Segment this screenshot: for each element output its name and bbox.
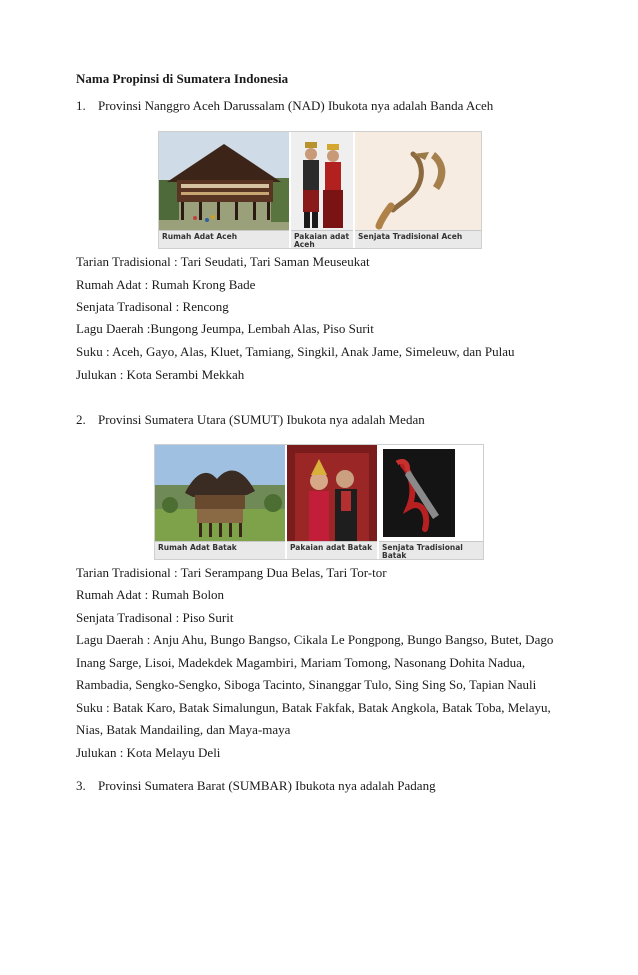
aceh-figure	[158, 131, 482, 249]
section-2-number: 2.	[76, 412, 86, 427]
section-2-line: Nias, Batak Mandailing, dan Maya-maya	[76, 722, 291, 737]
section-3-heading	[76, 778, 436, 794]
pakaian-adat-batak-caption: Pakaian adat Batak	[287, 541, 377, 559]
section-2-line: Inang Sarge, Lisoi, Madekdek Magambiri, Mariam Tomong, Nasonang Dohita Nadua,	[76, 655, 526, 670]
pakaian-adat-aceh-caption: Pakaian adat Aceh	[291, 230, 353, 248]
section-2-line: Suku : Batak Karo, Batak Simalungun, Batak Fakfak, Batak Angkola, Batak Toba, Melayu,	[76, 700, 551, 715]
senjata-aceh-caption: Senjata Tradisional Aceh	[355, 230, 481, 248]
section-1-line: Tarian Tradisional : Tari Seudati, Tari Saman Meuseukat	[76, 254, 370, 269]
section-2-line: Lagu Daerah : Anju Ahu, Bungo Bangso, Cikala Le Pongpong, Bungo Bangso, Butet, Dago	[76, 632, 554, 647]
section-1-heading	[76, 98, 493, 114]
section-1-title: Provinsi Nanggro Aceh Darussalam (NAD) Ibukota nya adalah Banda Aceh	[98, 98, 494, 113]
rumah-adat-batak-caption: Rumah Adat Batak	[155, 541, 285, 559]
senjata-batak-caption: Senjata Tradisional Batak	[379, 541, 483, 559]
batak-figure	[154, 444, 484, 560]
pakaian-adat-aceh-image	[291, 132, 353, 248]
section-2-line: Julukan : Kota Melayu Deli	[76, 745, 221, 760]
section-2-line: Senjata Tradisonal : Piso Surit	[76, 610, 234, 625]
rumah-adat-aceh-caption: Rumah Adat Aceh	[159, 230, 289, 248]
section-2-title: Provinsi Sumatera Utara (SUMUT) Ibukota nya adalah Medan	[98, 412, 425, 427]
senjata-batak-image	[379, 445, 483, 559]
section-2-line: Rumah Adat : Rumah Bolon	[76, 587, 225, 602]
section-3-number: 3.	[76, 778, 86, 793]
section-1-line: Senjata Tradisonal : Rencong	[76, 299, 229, 314]
section-1-line: Julukan : Kota Serambi Mekkah	[76, 367, 245, 382]
section-2-line: Tarian Tradisional : Tari Serampang Dua Belas, Tari Tor-tor	[76, 565, 387, 580]
section-1-number: 1.	[76, 98, 86, 113]
section-2-heading	[76, 412, 425, 428]
section-2-line: Rambadia, Sengko-Sengko, Siboga Tacinto, Sinanggar Tulo, Sing Sing So, Tapian Nauli	[76, 677, 537, 692]
rumah-adat-batak-image	[155, 445, 285, 559]
senjata-aceh-image	[355, 132, 481, 248]
section-1-line: Rumah Adat : Rumah Krong Bade	[76, 277, 256, 292]
pakaian-adat-batak-image	[287, 445, 377, 559]
rumah-adat-aceh-image	[159, 132, 289, 248]
section-1-line: Lagu Daerah :Bungong Jeumpa, Lembah Alas, Piso Surit	[76, 321, 374, 336]
section-3-title: Provinsi Sumatera Barat (SUMBAR) Ibukota nya adalah Padang	[98, 778, 436, 793]
document-title: Nama Propinsi di Sumatera Indonesia	[76, 71, 289, 86]
section-1-line: Suku : Aceh, Gayo, Alas, Kluet, Tamiang, Singkil, Anak Jame, Simeleuw, dan Pulau	[76, 344, 515, 359]
